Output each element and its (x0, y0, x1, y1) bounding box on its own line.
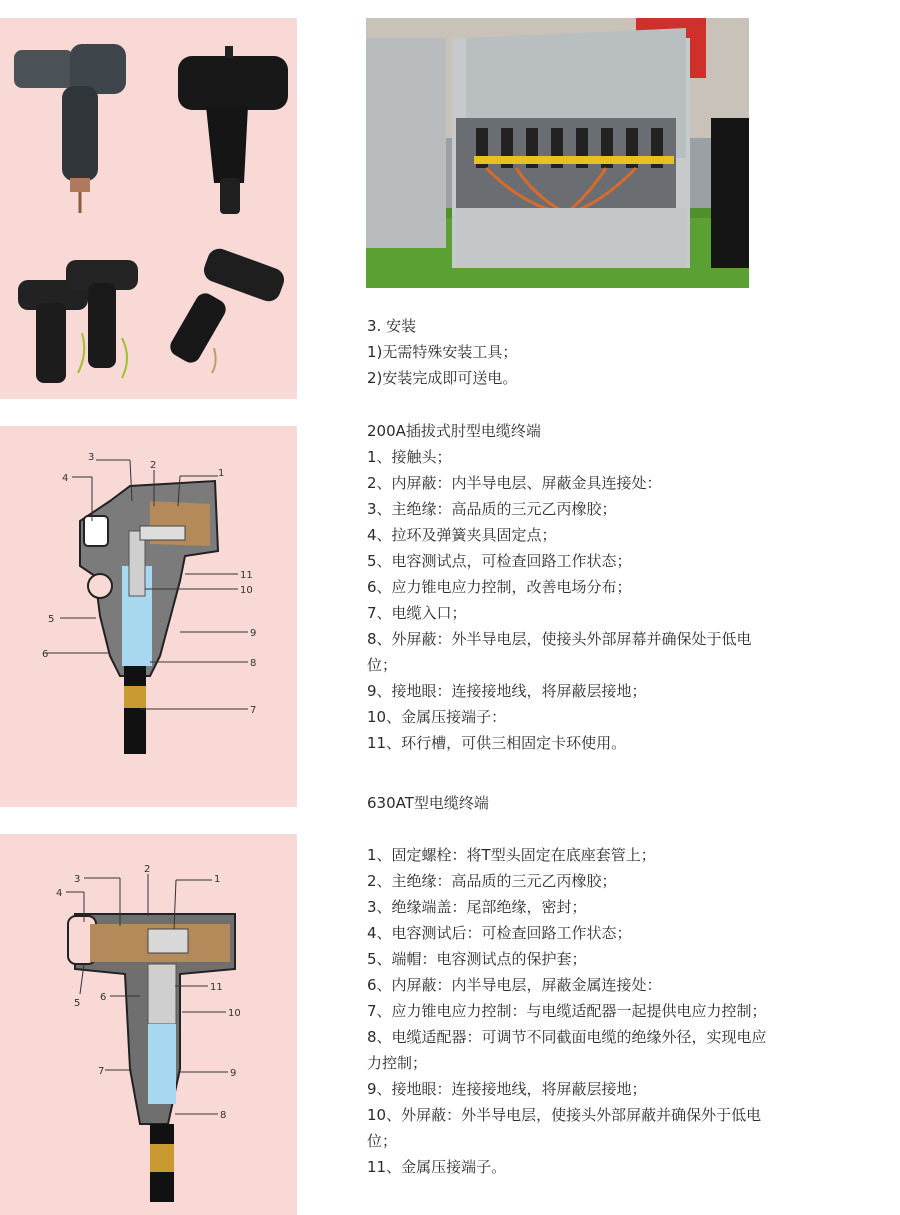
elbow-callout-5: 5 (48, 614, 55, 625)
elbow-item: 8、外屏蔽：外半导电层，使接头外部屏幕并确保处于低电 (367, 630, 752, 648)
cable-shield (124, 686, 146, 708)
elbow-heading: 200A插拔式肘型电缆终端 (367, 422, 541, 440)
tee-item: 8、电缆适配器：可调节不同截面电缆的绝缘外径，实现电应 (367, 1028, 767, 1046)
elbow-callout-7: 7 (250, 705, 257, 716)
tee-callout-7: 7 (98, 1066, 105, 1077)
tee-item: 10、外屏蔽：外半导电层，使接头外部屏蔽并确保外于低电 (367, 1106, 762, 1124)
elbow-callout-9: 9 (250, 628, 257, 639)
install-item: 1)无需特殊安装工具； (367, 343, 518, 361)
elbow-item: 10、金属压接端子： (367, 708, 507, 726)
fixing-bolt (148, 929, 188, 953)
elbow-diagram-panel (0, 426, 297, 807)
tee-cable-end (150, 1172, 174, 1202)
elbow-callout-11: 11 (240, 570, 253, 581)
elbow-callout-6: 6 (42, 649, 49, 660)
tee-callout-1: 1 (214, 874, 221, 885)
elbow-callout-4: 4 (62, 473, 69, 484)
cable-jacket (124, 666, 146, 686)
tee-callout-4: 4 (56, 888, 63, 899)
tee-cross-section-diagram (0, 834, 297, 1215)
elbow-item: 2、内屏蔽：内半导电层、屏蔽金具连接处： (367, 474, 662, 492)
tee-item: 5、端帽：电容测试点的保护套； (367, 950, 587, 968)
elbow-item: 4、拉环及弹簧夹具固定点； (367, 526, 557, 544)
elbow-item: 11、环行槽，可供三相固定卡环使用。 (367, 734, 627, 752)
install-item: 2)安装完成即可送电。 (367, 369, 518, 387)
test-point (84, 516, 108, 546)
switchgear-photo (366, 18, 749, 288)
tee-callout-5: 5 (74, 998, 81, 1009)
tee-item: 2、主绝缘：高品质的三元乙丙橡胶； (367, 872, 617, 890)
tee-heading-gap (367, 816, 767, 842)
install-heading: 3. 安装 (367, 317, 417, 335)
tee-item: 4、电容测试后：可检查回路工作状态； (367, 924, 632, 942)
grounding-eye (88, 574, 112, 598)
tee-item: 1、固定螺栓：将T型头固定在底座套管上； (367, 846, 656, 864)
contact-probe (140, 526, 185, 540)
tee-item: 位； (367, 1132, 398, 1150)
elbow-connector-pair-image (18, 260, 138, 383)
tee-callout-10: 10 (228, 1008, 241, 1019)
elbow-item: 1、接触头； (367, 448, 452, 466)
elbow-connector-angled-image (167, 245, 288, 373)
elbow-cross-section-diagram (0, 426, 297, 807)
cable-adapter (148, 1024, 176, 1104)
tee-cable-jacket (150, 1124, 174, 1144)
elbow-item: 7、电缆入口； (367, 604, 467, 622)
tee-cable-shield (150, 1144, 174, 1172)
tee-item: 11、金属压接端子。 (367, 1158, 507, 1176)
elbow-item: 位； (367, 656, 398, 674)
tee-callout-11: 11 (210, 982, 223, 993)
tee-heading: 630AT型电缆终端 (367, 794, 489, 812)
tee-callout-9: 9 (230, 1068, 237, 1079)
product-photos-panel (0, 18, 297, 399)
elbow-callout-2: 2 (150, 460, 157, 471)
tee-callout-2: 2 (144, 864, 151, 875)
elbow-item: 9、接地眼：连接接地线，将屏蔽层接地； (367, 682, 647, 700)
elbow-section (367, 418, 752, 756)
elbow-item: 3、主绝缘：高品质的三元乙丙橡胶； (367, 500, 617, 518)
tee-item: 力控制； (367, 1054, 428, 1072)
install-section (367, 313, 517, 391)
tee-callout-8: 8 (220, 1110, 227, 1121)
elbow-callout-10: 10 (240, 585, 253, 596)
product-photos (0, 18, 297, 399)
elbow-callout-8: 8 (250, 658, 257, 669)
tee-callout-6: 6 (100, 992, 107, 1003)
tee-diagram-panel (0, 834, 297, 1215)
elbow-callout-3: 3 (88, 452, 95, 463)
tee-item: 9、接地眼：连接接地线，将屏蔽层接地； (367, 1080, 647, 1098)
elbow-item: 5、电容测试点，可检查回路工作状态； (367, 552, 632, 570)
tee-crimp-terminal (148, 964, 176, 1024)
tee-connector-black-image (178, 46, 288, 214)
cable-end (124, 708, 146, 754)
elbow-connector-grey-image (14, 44, 126, 213)
tee-item: 3、绝缘端盖：尾部绝缘，密封； (367, 898, 587, 916)
tee-callout-3: 3 (74, 874, 81, 885)
tee-section (367, 790, 767, 1180)
elbow-item: 6、应力锥电应力控制，改善电场分布； (367, 578, 632, 596)
crimp-terminal (129, 531, 145, 596)
elbow-callout-1: 1 (218, 468, 225, 479)
tee-item: 7、应力锥电应力控制：与电缆适配器一起提供电应力控制； (367, 1002, 767, 1020)
tee-item: 6、内屏蔽：内半导电层，屏蔽金属连接处： (367, 976, 662, 994)
